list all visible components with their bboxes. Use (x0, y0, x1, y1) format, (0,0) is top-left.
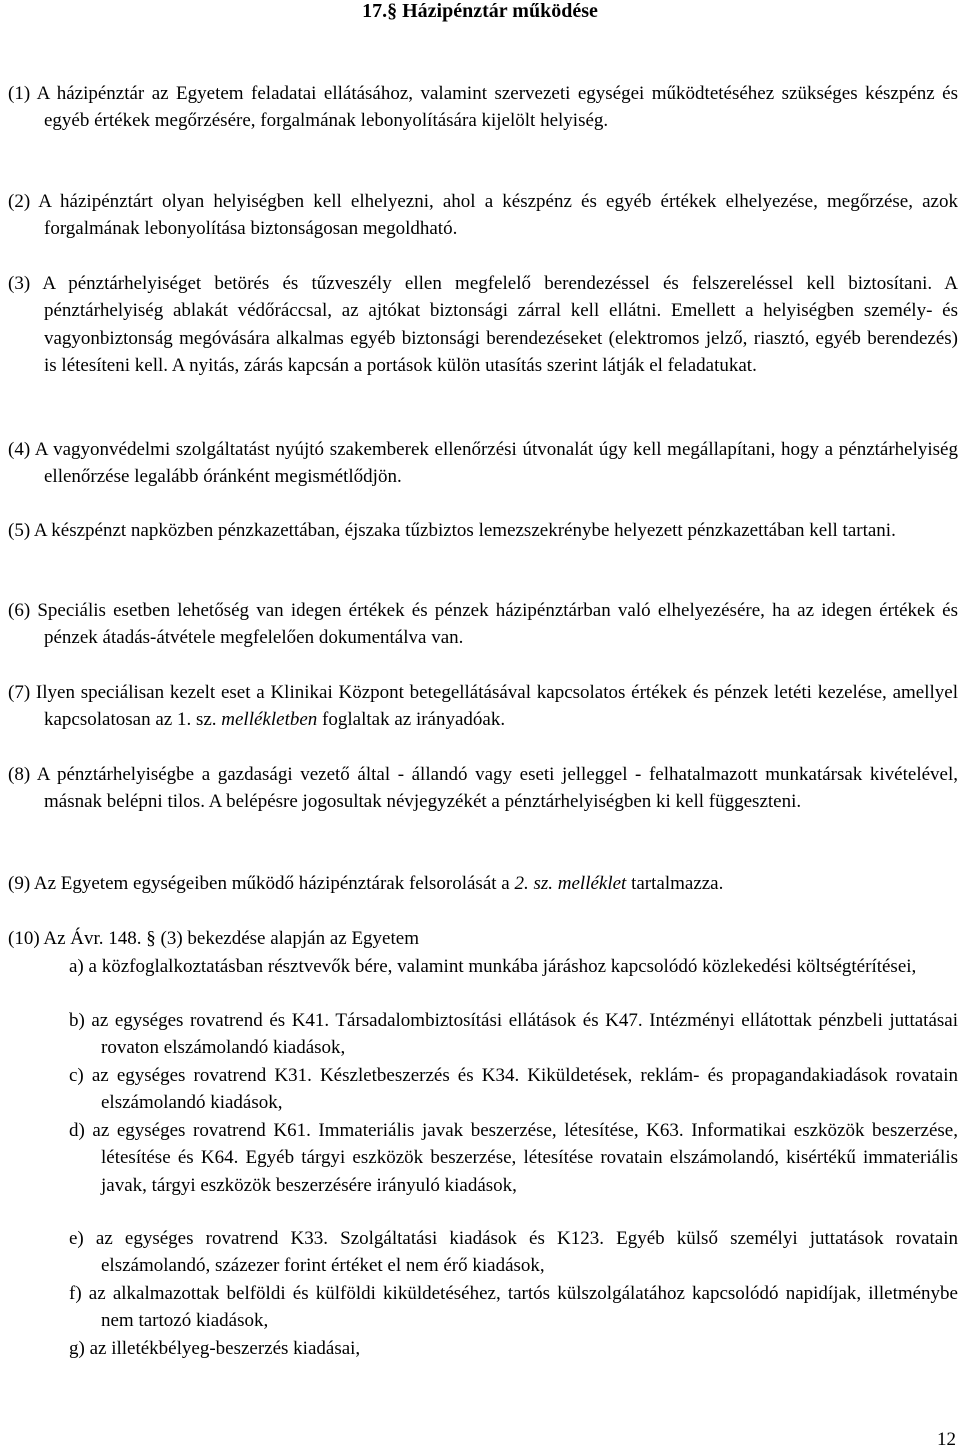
paragraph-9-tail: tartalmazza. (626, 873, 724, 894)
paragraph-7-tail: foglaltak az irányadóak. (317, 709, 506, 731)
paragraph-9-text: (9) Az Egyetem egységeiben működő házipénztárak felsorolását a (8, 873, 515, 894)
paragraph-9 (8, 870, 958, 897)
paragraph-5: (5) A készpénzt napközben pénzkazettában, éjszaka tűzbiztos lemezszekrénybe helyezett pénzkazettában kell tartani. (8, 520, 896, 541)
list-item-e: e) az egységes rovatrend K33. Szolgáltatási kiadások és K123. Egyéb külső személyi juttatások rovatain elszámolandó, százezer forint értéket el nem érő kiadások, (69, 1228, 958, 1277)
paragraph-6: (6) Speciális esetben lehetőség van idegen értékek és pénzek házipénztárban való elhelyezésére, ha az idegen értékek és pénzek átadás-átvétele megfelelően dokumentálva van. (8, 600, 958, 649)
list-item-c: c) az egységes rovatrend K31. Készletbeszerzés és K34. Kiküldetések, reklám- és propagandakiadások rovatain elszámolandó kiadások, (69, 1065, 958, 1114)
paragraph-3: (3) A pénztárhelyiséget betörés és tűzveszély ellen megfelelő berendezéssel és felszereléssel kell biztosítani. A pénztárhelyiség ablakát védőráccsal, az ajtókat biztonsági zárral kell ellátni. Emellett a helyiségben személy- és vagyonbiztonság megóvására alkalmas egyéb biztonsági berendezéseket (elektromos jelző, riasztó, egyéb berendezés) is létesíteni kell. A nyitás, zárás kapcsán a portások külön utasítás szerint látják el feladatukat. (8, 273, 958, 377)
list-item-f: f) az alkalmazottak belföldi és külföldi kiküldetéséhez, tartós külszolgálatához kapcsolódó napidíjak, illetménybe nem tartozó kiadások, (69, 1283, 958, 1332)
paragraph-10-intro: (10) Az Ávr. 148. § (3) bekezdése alapján az Egyetem (8, 928, 419, 949)
paragraph-9-italic: 2. sz. melléklet (514, 873, 627, 894)
paragraph-1: (1) A házipénztár az Egyetem feladatai ellátásához, valamint szervezeti egységei működtetéséhez szükséges készpénz és egyéb értékek megőrzésére, forgalmának lebonyolítására kijelölt helyiség. (8, 83, 958, 132)
paragraph-8: (8) A pénztárhelyiségbe a gazdasági vezető által - állandó vagy eseti jelleggel - felhatalmazott munkatársak kivételével, másnak belépni tilos. A belépésre jogosultak névjegyzékét a pénztárhelyiségben ki kell függeszteni. (8, 764, 958, 813)
list-item-b: b) az egységes rovatrend és K41. Társadalombiztosítási ellátások és K47. Intézményi ellátottak pénzbeli juttatásai rovaton elszámolandó kiadások, (69, 1010, 958, 1059)
paragraph-4: (4) A vagyonvédelmi szolgáltatást nyújtó szakemberek ellenőrzési útvonalát úgy kell megállapítani, hogy a pénztárhelyiség ellenőrzése legalább óránként megismétlődjön. (8, 439, 958, 488)
paragraph-7 (8, 679, 958, 734)
list-item-d: d) az egységes rovatrend K61. Immateriális javak beszerzése, létesítése, K63. Informatikai eszközök beszerzése, létesítése és K64. Egyéb tárgyi eszközök beszerzése, létesítése rovatain elszámolandó, kisértékű immateriális javak, tárgyi eszközök beszerzésére irányuló kiadások, (69, 1120, 958, 1196)
paragraph-7-italic: mellékletben (221, 709, 318, 731)
list-item-a: a) a közfoglalkoztatásban résztvevők bére, valamint munkába járáshoz kapcsolódó közlekedési költségtérítései, (69, 956, 917, 977)
page-number: 12 (937, 1429, 956, 1450)
paragraph-7-text: (7) Ilyen speciálisan kezelt eset a Klinikai Központ betegellátásával kapcsolatos értékek és pénzek letéti kezelése, amellyel kapcsolatosan az 1. sz. (8, 682, 958, 731)
section-title: 17.§ Házipénztár működése (362, 0, 598, 22)
list-item-g: g) az illetékbélyeg-beszerzés kiadásai, (69, 1338, 361, 1359)
paragraph-2: (2) A házipénztárt olyan helyiségben kell elhelyezni, ahol a készpénz és egyéb értékek elhelyezése, megőrzése, azok forgalmának lebonyolítása biztonságosan megoldható. (8, 191, 958, 240)
